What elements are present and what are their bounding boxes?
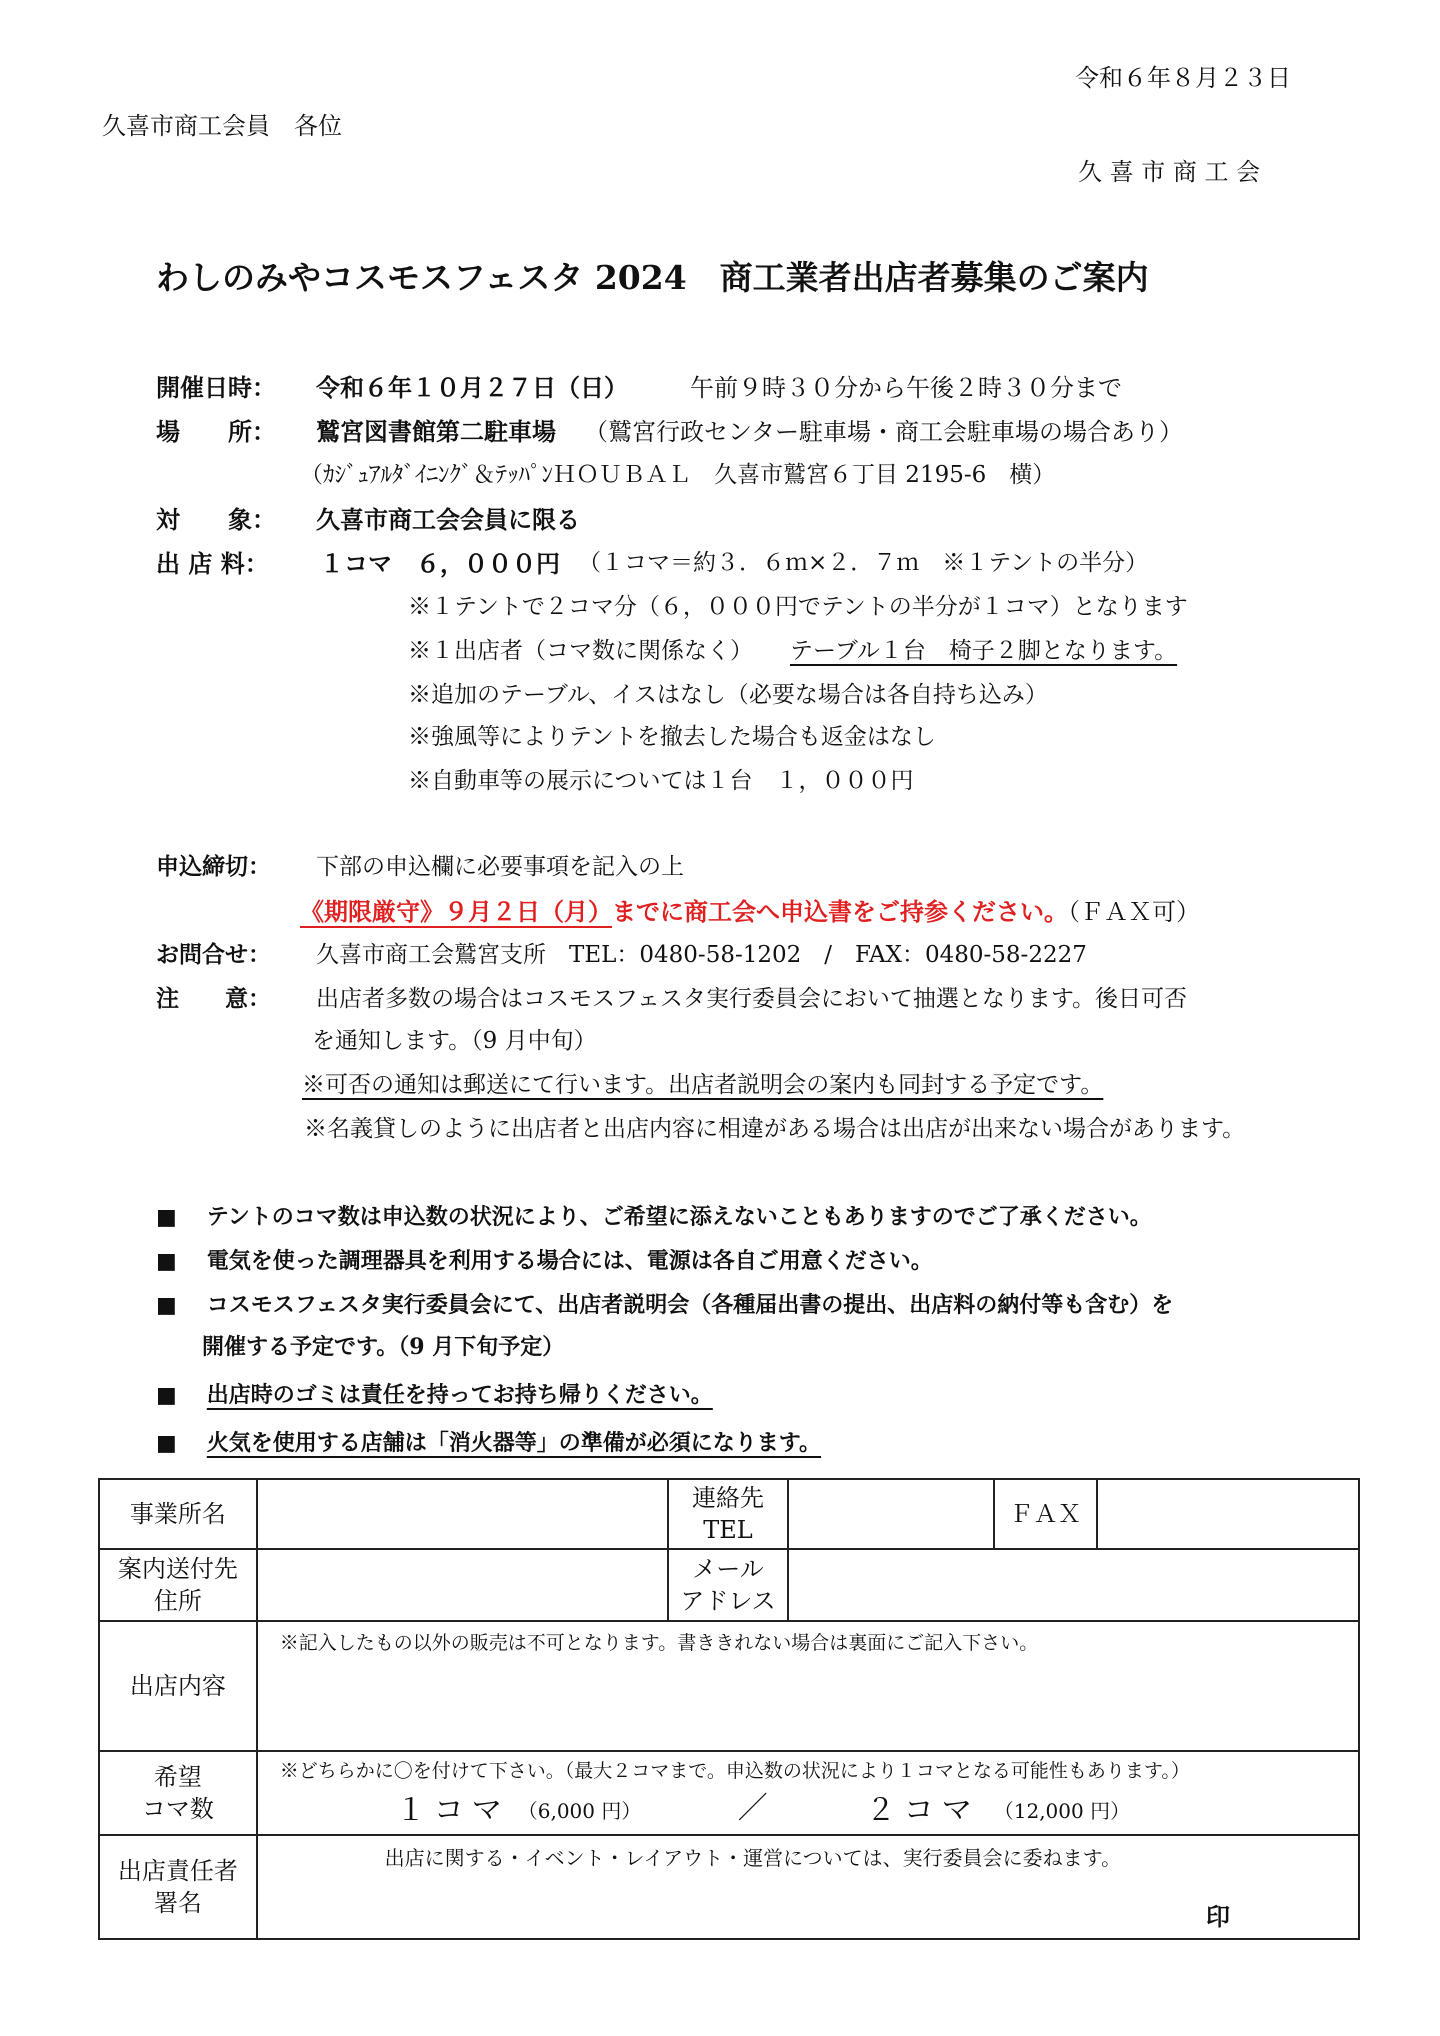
bullet-icon: ■ xyxy=(156,1383,177,1408)
bullet-icon: ■ xyxy=(156,1205,177,1230)
address-label: 案内送付先 住所 xyxy=(99,1549,257,1621)
email-label: メール アドレス xyxy=(668,1549,788,1621)
deadline-text: 下部の申込欄に必要事項を記入の上 xyxy=(316,854,684,880)
content-label: 出店内容 xyxy=(99,1621,257,1751)
fee-note-5: ※自動車等の展示については１台 １，０００円 xyxy=(408,768,914,794)
option-two-price: （12,000 円） xyxy=(993,1799,1131,1823)
caution-4: ※名義貸しのように出店者と出店内容に相違がある場合は出店が出来ない場合があります。 xyxy=(304,1116,1246,1142)
fee-note: （１コマ＝約３．６ｍ×２．７ｍ ※１テントの半分） xyxy=(578,550,1149,576)
fax-field[interactable] xyxy=(1097,1479,1359,1549)
contact-tel-label: 連絡先 TEL xyxy=(668,1479,788,1549)
page-title: わしのみやコスモスフェスタ 2024 商工業者出店者募集のご案内 xyxy=(156,258,1149,297)
seal-mark: 印 xyxy=(1206,1902,1230,1931)
bullet-5 xyxy=(156,1426,821,1457)
application-form xyxy=(98,1478,1360,1940)
content-field[interactable] xyxy=(257,1621,1359,1751)
place-note: （鷲宮行政センター駐車場・商工会駐車場の場合あり） xyxy=(584,418,1184,446)
content-note: ※記入したもの以外の販売は不可となります。書ききれない場合は裏面にご記入下さい。 xyxy=(279,1632,1039,1654)
bullet-3 xyxy=(156,1288,1173,1319)
fee-note-2-underlined: テーブル１台 椅子２脚となります。 xyxy=(790,638,1178,664)
option-two-koma[interactable]: ２コマ xyxy=(865,1793,980,1828)
delegation-text: 出店に関する・イベント・レイアウト・運営については、実行委員会に委ねます。 xyxy=(384,1846,1122,1870)
fee-note-4: ※強風等によりテントを撤去した場合も返金はなし xyxy=(408,724,936,750)
place-label: 場 所： xyxy=(156,417,276,446)
bullet-icon: ■ xyxy=(156,1249,177,1274)
option-one-price: （6,000 円） xyxy=(517,1799,642,1823)
contact-label: お問合せ： xyxy=(156,941,271,968)
bullet-1 xyxy=(156,1200,1152,1231)
bullet-5-text: 火気を使用する店舗は「消火器等」の準備が必須になります。 xyxy=(206,1430,822,1456)
business-name-label: 事業所名 xyxy=(99,1479,257,1549)
bullet-icon: ■ xyxy=(156,1293,177,1318)
bullet-2-text: 電気を使った調理器具を利用する場合には、電源は各自ご用意ください。 xyxy=(206,1248,933,1274)
fax-label: ＦＡＸ xyxy=(994,1479,1098,1549)
date-label: 開催日時： xyxy=(156,373,276,402)
recipient: 久喜市商工会員 各位 xyxy=(102,112,342,140)
place-value: 鷲宮図書館第二駐車場 xyxy=(316,417,556,446)
caution-1: 出店者多数の場合はコスモスフェスタ実行委員会において抽選となります。後日可否 xyxy=(316,986,1188,1012)
koma-note: ※どちらかに〇を付けて下さい。（最大２コマまで。申込数の状況により１コマとなる可能性もあります。） xyxy=(279,1760,1190,1782)
address-field[interactable] xyxy=(257,1549,668,1621)
koma-field xyxy=(257,1751,1359,1835)
koma-label: 希望 コマ数 xyxy=(99,1751,257,1835)
deadline-bring: までに商工会へ申込書をご持参ください。 xyxy=(612,897,1068,926)
contact-value: 久喜市商工会鷲宮支所 TEL：0480-58-1202 / FAX：0480-58-2227 xyxy=(316,942,1087,968)
deadline-fax: （ＦＡＸ可） xyxy=(1068,898,1200,926)
fee-note-2: ※１出店者（コマ数に関係なく） xyxy=(408,638,753,664)
option-slash: ／ xyxy=(737,1791,768,1826)
deadline-line xyxy=(300,892,1200,927)
business-name-field[interactable] xyxy=(257,1479,668,1549)
caution-label: 注 意： xyxy=(156,985,271,1012)
target-label: 対 象： xyxy=(156,505,276,534)
deadline-label: 申込締切： xyxy=(156,853,271,880)
deadline-strict: 《期限厳守》９月２日（月） xyxy=(300,897,612,926)
fee-note-1: ※１テントで２コマ分（６，０００円でテントの半分が１コマ）となります xyxy=(408,594,1188,620)
bullet-4-text: 出店時のゴミは責任を持ってお持ち帰りください。 xyxy=(206,1382,713,1408)
time-value: 午前９時３０分から午後２時３０分まで xyxy=(690,374,1122,402)
caution-3: ※可否の通知は郵送にて行います。出店者説明会の案内も同封する予定です。 xyxy=(302,1072,1104,1098)
bullet-1-text: テントのコマ数は申込数の状況により、ご希望に添えないこともありますのでご了承ください。 xyxy=(206,1204,1152,1230)
bullet-icon: ■ xyxy=(156,1431,177,1456)
bullet-3-continued: 開催する予定です。（9 月下旬予定） xyxy=(202,1334,565,1360)
document-date: 令和６年８月２３日 xyxy=(1075,64,1291,92)
signature-field[interactable] xyxy=(257,1835,1359,1939)
place-sub: （ｶｼﾞｭｱﾙﾀﾞｲﾆﾝｸﾞ＆ﾃｯﾊﾟﾝＨＯＵＢＡＬ 久喜市鷲宮６丁目 2195-6 横） xyxy=(300,462,1056,488)
bullet-4 xyxy=(156,1378,713,1409)
option-one-koma[interactable]: １コマ xyxy=(395,1793,510,1828)
fee-value: １コマ ６，０００円 xyxy=(320,549,560,578)
fee-label: 出 店 料： xyxy=(156,549,269,578)
fee-note-3: ※追加のテーブル、イスはなし（必要な場合は各自持ち込み） xyxy=(408,682,1048,708)
date-value: 令和６年１０月２７日（日） xyxy=(316,373,628,402)
target-value: 久喜市商工会会員に限る xyxy=(316,505,580,534)
caution-2: を通知します。（9 月中旬） xyxy=(312,1028,597,1054)
email-field[interactable] xyxy=(788,1549,1359,1621)
signer-label: 出店責任者 署名 xyxy=(99,1835,257,1939)
bullet-3-text: コスモスフェスタ実行委員会にて、出店者説明会（各種届出書の提出、出店料の納付等も含む）を xyxy=(206,1292,1174,1318)
tel-field[interactable] xyxy=(788,1479,994,1549)
sender: 久 喜 市 商 工 会 xyxy=(1078,158,1261,186)
bullet-2 xyxy=(156,1244,933,1275)
